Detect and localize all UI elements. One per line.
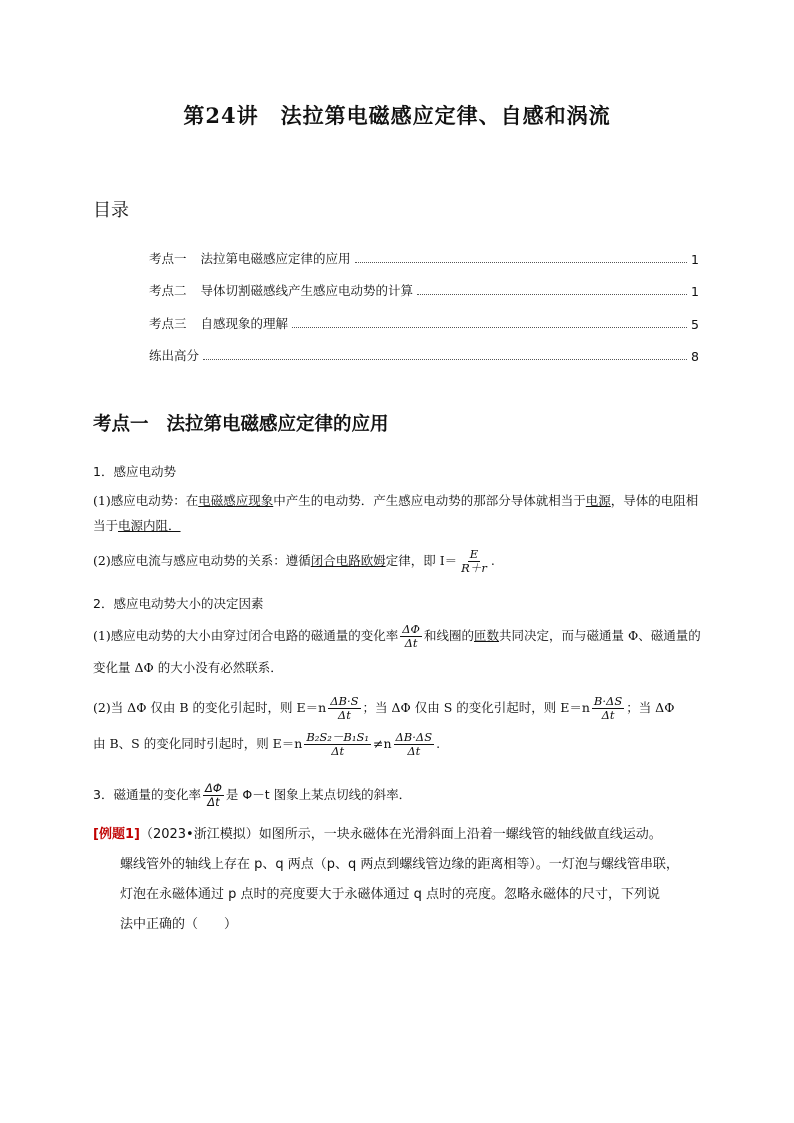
example-tag: [例题1] <box>93 827 140 842</box>
toc-item-label: 练出高分 <box>149 348 200 363</box>
example-problem-1 <box>93 820 705 940</box>
section-number: 考点一 <box>93 414 149 435</box>
fraction-b2s2-b1s1: $\frac{\text{B₂S₂－B₁S₁}}{\Delta t}$ <box>306 730 369 758</box>
toc-leader-dots <box>417 294 687 295</box>
paragraph-flux-slope: 3．磁通量的变化率 $\frac{\Delta\Phi}{\Delta t}$ 是 Φ－t 图象上某点切线的斜率． <box>93 781 412 809</box>
toc-item-4[interactable] <box>149 332 699 365</box>
example-line-4: 法中正确的（ ） <box>120 917 238 932</box>
subheading-emf: 1．感应电动势 <box>93 464 176 479</box>
paragraph-emf-definition: (1)感应电动势：在电磁感应现象中产生的电动势．产生感应电动势的那部分导体就相当于电源，导体的电阻相当于电源内阻． <box>93 493 699 533</box>
toc-item-label: 法拉第电磁感应定律的应用 <box>200 250 351 266</box>
toc-leader-dots <box>203 359 687 360</box>
toc-item-label: 导体切割磁感线产生感应电动势的计算 <box>200 283 414 298</box>
fraction-b-ds: $\frac{B\cdot\Delta S}{\Delta t}$ <box>593 694 623 722</box>
example-line-2: 螺线管外的轴线上存在 p、q 两点（p、q 两点到螺线管边缘的距离相等）。一灯泡与螺线管串联， <box>120 857 679 872</box>
paragraph-current-emf-relation: (2)感应电流与感应电动势的关系：遵循闭合电路欧姆定律，即 I＝ $\frac{E}{R+r}$ . <box>93 547 495 575</box>
fraction-dphi-dt-2: $\frac{\Delta\Phi}{\Delta t}$ <box>204 781 222 809</box>
example-line-1: （2023•浙江模拟）如图所示，一块永磁体在光滑斜面上沿着一螺线管的轴线做直线运动。 <box>139 827 662 842</box>
fraction-db-s: $\frac{\Delta B\cdot S}{\Delta t}$ <box>330 694 359 722</box>
toc-item-2[interactable] <box>149 267 699 300</box>
toc-item-page: 1 <box>691 251 699 267</box>
example-line-3: 灯泡在永磁体通过 p 点时的亮度要大于永磁体通过 q 点时的亮度。忽略永磁体的尺寸，下列说 <box>120 887 661 902</box>
fraction-e-over-r: $\frac{E}{R+r}$ <box>461 547 487 575</box>
toc-item-number: 考点一 <box>149 250 187 266</box>
toc-item-number: 考点三 <box>149 315 187 331</box>
toc-item-number: 考点二 <box>149 283 187 298</box>
toc-item-label: 自感现象的理解 <box>200 315 289 331</box>
section-label: 法拉第电磁感应定律的应用 <box>166 414 389 435</box>
toc-item-3[interactable] <box>149 299 699 332</box>
table-of-contents <box>149 234 699 364</box>
paragraph-flux-rate: (1)感应电动势的大小由穿过闭合电路的磁通量的变化率 $\frac{\Delta\Phi}{\Delta t}$ 和线圈的匝数共同决定，而与磁通量 Φ、磁通量的变化量 ΔΦ 的大小没有必然联系． <box>93 622 701 675</box>
toc-item-page: 5 <box>691 316 699 332</box>
toc-leader-dots <box>292 327 687 328</box>
toc-item-1[interactable] <box>149 234 699 267</box>
toc-leader-dots <box>355 262 688 263</box>
paragraph-emf-cases: (2)当 ΔΦ 仅由 B 的变化引起时，则 E＝n $\frac{\Delta B\cdot S}{\Delta t}$ ；当 ΔΦ 仅由 S 的变化引起时，则 E＝n $\frac{B\cdot\Delta S}{\Delta t}$ ；当 ΔΦ 由 B、S 的变化同时引起时，则 E＝n $\frac{\text{B₂S₂－B₁S₁}}{\Delta t}$ ≠n $\frac{\Delta B\cdot\Delta S}{\Delta t}$ . <box>93 694 675 758</box>
section-title <box>93 410 389 436</box>
toc-heading: 目录 <box>93 200 129 221</box>
subheading-emf-factors: 2．感应电动势大小的决定因素 <box>93 596 264 611</box>
fraction-db-ds: $\frac{\Delta B\cdot\Delta S}{\Delta t}$ <box>395 730 433 758</box>
fraction-dphi-dt: $\frac{\Delta\Phi}{\Delta t}$ <box>402 622 420 650</box>
toc-item-page: 1 <box>691 284 699 299</box>
toc-item-page: 8 <box>691 349 699 364</box>
page-title: 第24讲 法拉第电磁感应定律、自感和涡流 <box>183 103 611 128</box>
